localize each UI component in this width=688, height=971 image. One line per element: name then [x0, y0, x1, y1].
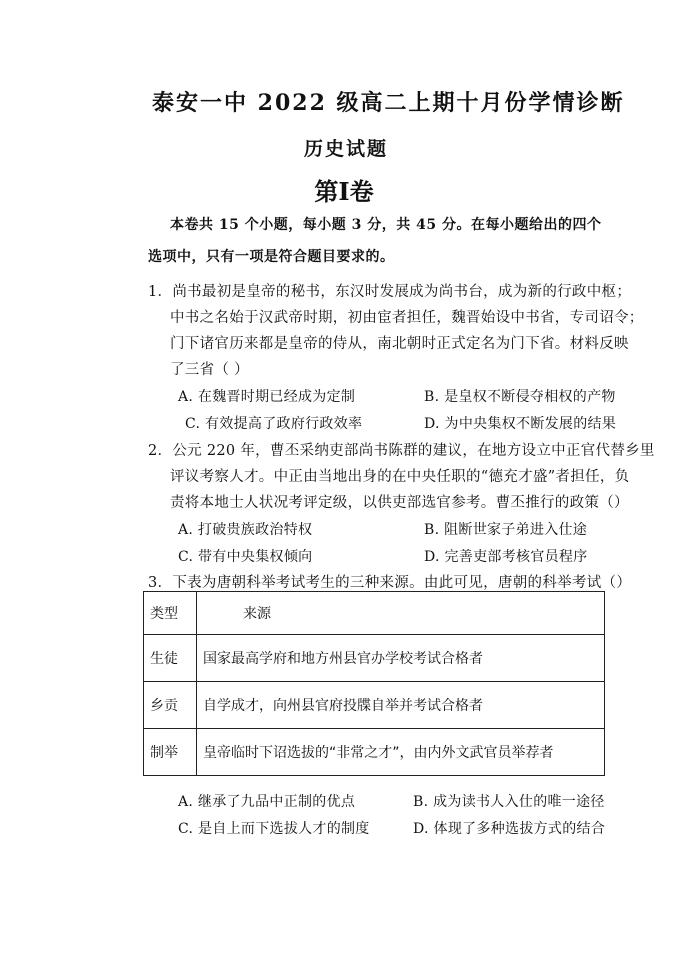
option-b[interactable]: B. 是皇权不断侵夺相权的产物: [424, 389, 616, 405]
exam-title: 泰安一中 2022 级高二上期十月份学情诊断: [152, 90, 625, 116]
question-line: 责将本地士人状况考评定级，以供吏部选官参考。曹丕推行的政策（）: [170, 495, 629, 511]
table-row: [144, 682, 605, 729]
table-cell-source: 自学成才，向州县官府投牒自举并考试合格者: [197, 682, 605, 729]
instruction-line: 选项中，只有一项是符合题目要求的。: [148, 249, 395, 265]
table-cell-type: 生徒: [144, 635, 197, 682]
option-a[interactable]: A. 打破贵族政治特权: [178, 522, 313, 538]
question-line: 3．下表为唐朝科举考试考生的三种来源。由此可见，唐朝的科举考试（）: [148, 575, 632, 591]
table-cell-source: 皇帝临时下诏选拔的“非常之才”，由内外文武官员举荐者: [197, 729, 605, 776]
option-d[interactable]: D. 体现了多种选拔方式的结合: [413, 821, 606, 837]
table-row: [144, 635, 605, 682]
table-cell-source: 国家最高学府和地方州县官办学校考试合格者: [197, 635, 605, 682]
table-header-cell: 来源: [197, 592, 605, 635]
option-a[interactable]: A. 继承了九品中正制的优点: [178, 794, 356, 810]
table-cell-type: 乡贡: [144, 682, 197, 729]
table-header-cell: 类型: [144, 592, 197, 635]
exam-subtitle: 历史试题: [304, 138, 389, 160]
table-header-row: [144, 592, 605, 635]
option-d[interactable]: D. 完善吏部考核官员程序: [424, 549, 588, 565]
option-b[interactable]: B. 阻断世家子弟进入仕途: [424, 522, 588, 538]
question-line: 中书之名始于汉武帝时期，初由宦者担任，魏晋始设中书省，专司诏令；: [170, 310, 644, 326]
question-line: 了三省（ ）: [170, 362, 249, 378]
volume-heading: 第Ⅰ卷: [314, 177, 374, 206]
question-line: 2．公元 220 年，曹丕采纳吏部尚书陈群的建议，在地方设立中正官代替乡里: [148, 443, 655, 459]
option-b[interactable]: B. 成为读书人入仕的唯一途径: [413, 794, 605, 810]
option-c[interactable]: C. 带有中央集权倾向: [178, 549, 313, 565]
table-row: [144, 729, 605, 776]
option-c[interactable]: C. 是自上而下选拔人才的制度: [178, 821, 370, 837]
question-line: 1．尚书最初是皇帝的秘书，东汉时发展成为尚书台，成为新的行政中枢；: [148, 284, 632, 300]
question-line: 评议考察人才。中正由当地出身的在中央任职的“德充才盛”者担任，负: [170, 469, 630, 485]
table-cell-type: 制举: [144, 729, 197, 776]
option-a[interactable]: A. 在魏晋时期已经成为定制: [178, 389, 356, 405]
instruction-line: 本卷共 15 个小题，每小题 3 分，共 45 分。在每小题给出的四个: [170, 217, 602, 233]
option-d[interactable]: D. 为中央集权不断发展的结果: [424, 416, 617, 432]
question-line: 门下诸官历来都是皇帝的侍从，南北朝时正式定名为门下省。材料反映: [170, 336, 629, 352]
source-table: [143, 591, 605, 776]
option-c[interactable]: C. 有效提高了政府行政效率: [185, 416, 363, 432]
